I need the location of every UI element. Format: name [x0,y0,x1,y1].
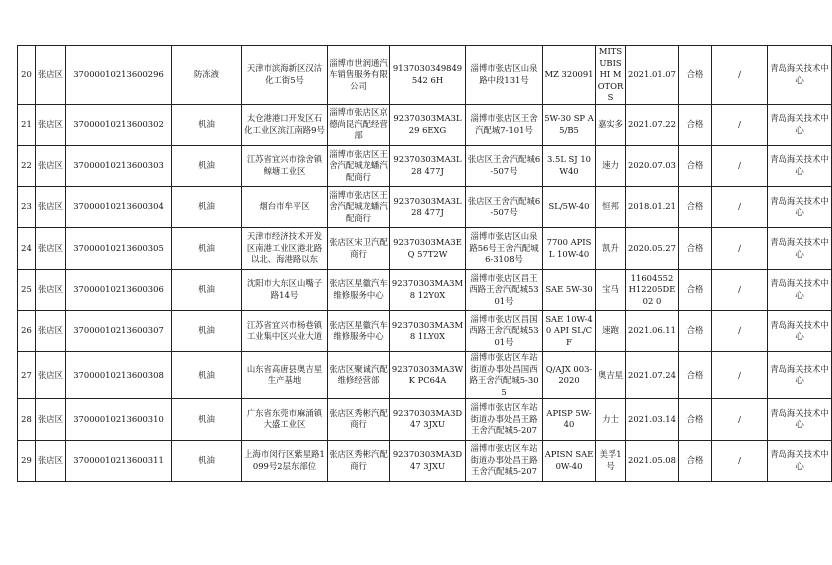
testing-agency-cell: 青岛海关技术中心 [768,228,832,269]
brand-cell: 嘉实多 [596,104,626,145]
note-cell: / [712,228,768,269]
credit-code-cell: 92370303MA3M8 1LY0X [390,310,466,351]
district-cell: 张店区 [36,187,66,228]
row-number-cell: 29 [18,440,36,481]
seller-name-cell: 张店区秀彬汽配商行 [328,440,390,481]
sample-id-cell: 37000010213600310 [66,399,172,440]
testing-agency-cell: 青岛海关技术中心 [768,352,832,399]
testing-agency-cell: 青岛海关技术中心 [768,399,832,440]
table-row [18,228,832,269]
sample-id-cell: 37000010213600303 [66,145,172,186]
brand-cell: 力士 [596,399,626,440]
table-row [18,104,832,145]
specification-cell: APISN SAE0W-40 [543,440,596,481]
brand-cell: 美孚1号 [596,440,626,481]
sample-id-cell: 37000010213600304 [66,187,172,228]
testing-agency-cell: 青岛海关技术中心 [768,269,832,310]
testing-agency-cell: 青岛海关技术中心 [768,104,832,145]
result-cell: 合格 [679,46,712,105]
product-type-cell: 防冻液 [172,46,242,105]
testing-agency-cell: 青岛海关技术中心 [768,46,832,105]
result-cell: 合格 [679,352,712,399]
seller-address-cell: 淄博市张店区昌国西路王舍汽配城5301号 [466,310,543,351]
result-cell: 合格 [679,310,712,351]
sample-id-cell: 37000010213600306 [66,269,172,310]
testing-agency-cell: 青岛海关技术中心 [768,187,832,228]
manufacturer-address-cell: 山东省高唐县奥吉星生产基地 [242,352,328,399]
table-row [18,352,832,399]
product-type-cell: 机油 [172,145,242,186]
product-type-cell: 机油 [172,310,242,351]
specification-cell: 5W-30 SP A5/B5 [543,104,596,145]
seller-name-cell: 张店区星徽汽车维修服务中心 [328,310,390,351]
note-cell: / [712,145,768,186]
seller-address-cell: 淄博市张店区山泉路56号王舍汽配城6-3108号 [466,228,543,269]
district-cell: 张店区 [36,228,66,269]
result-cell: 合格 [679,269,712,310]
specification-cell: SAE 10W-40 API SL/CF [543,310,596,351]
specification-cell: 7700 APISL 10W-40 [543,228,596,269]
seller-address-cell: 淄博市张店区车站街道办事处昌王路王舍汽配城5-207 [466,399,543,440]
credit-code-cell: 9137030349849542 6H [390,46,466,105]
table-row [18,145,832,186]
note-cell: / [712,269,768,310]
row-number-cell: 24 [18,228,36,269]
brand-cell: 宝马 [596,269,626,310]
specification-cell: MZ 320091 [543,46,596,105]
seller-name-cell: 张店区秀彬汽配商行 [328,399,390,440]
brand-cell: 速跑 [596,310,626,351]
credit-code-cell: 92370303MA3L29 6EXG [390,104,466,145]
result-cell: 合格 [679,440,712,481]
district-cell: 张店区 [36,269,66,310]
specification-cell: 3.5L SJ 10W40 [543,145,596,186]
row-number-cell: 28 [18,399,36,440]
district-cell: 张店区 [36,310,66,351]
seller-name-cell: 淄博市张店区京德尚昆汽配经营部 [328,104,390,145]
note-cell: / [712,352,768,399]
product-type-cell: 机油 [172,440,242,481]
inspection-results-table [17,45,832,482]
production-date-cell: 2020.05.27 [626,228,679,269]
specification-cell: APISP 5W-40 [543,399,596,440]
production-date-cell: 2021.06.11 [626,310,679,351]
result-cell: 合格 [679,228,712,269]
seller-address-cell: 淄博市张店区山泉路中段131号 [466,46,543,105]
product-type-cell: 机油 [172,352,242,399]
production-date-cell: 11604552 H12205DE02 0 [626,269,679,310]
manufacturer-address-cell: 天津市经济技术开发区南港工业区港北路以北、海港路以东 [242,228,328,269]
manufacturer-address-cell: 江苏省宜兴市徐舍镇鲸塘工业区 [242,145,328,186]
manufacturer-address-cell: 上海市闵行区紫星路1099号2层东部位 [242,440,328,481]
manufacturer-address-cell: 江苏省宜兴市杨巷镇工业集中区兴业大道 [242,310,328,351]
testing-agency-cell: 青岛海关技术中心 [768,440,832,481]
table-row [18,440,832,481]
table-row [18,187,832,228]
brand-cell: 恒邦 [596,187,626,228]
product-type-cell: 机油 [172,187,242,228]
row-number-cell: 22 [18,145,36,186]
sample-id-cell: 37000010213600296 [66,46,172,105]
seller-address-cell: 张店区王舍汽配城6-507号 [466,145,543,186]
product-type-cell: 机油 [172,269,242,310]
district-cell: 张店区 [36,46,66,105]
production-date-cell: 2021.01.07 [626,46,679,105]
seller-name-cell: 淄博市张店区王舍汽配城龙蟠汽配商行 [328,145,390,186]
row-number-cell: 27 [18,352,36,399]
seller-address-cell: 淄博市张店区车站街道办事处昌国西路王舍汽配城5-305 [466,352,543,399]
product-type-cell: 机油 [172,104,242,145]
district-cell: 张店区 [36,145,66,186]
seller-address-cell: 张店区王舍汽配城6-507号 [466,187,543,228]
seller-name-cell: 张店区宋卫汽配商行 [328,228,390,269]
production-date-cell: 2021.07.22 [626,104,679,145]
credit-code-cell: 92370303MA3D47 3JXU [390,440,466,481]
district-cell: 张店区 [36,440,66,481]
sample-id-cell: 37000010213600307 [66,310,172,351]
testing-agency-cell: 青岛海关技术中心 [768,145,832,186]
product-type-cell: 机油 [172,228,242,269]
seller-name-cell: 张店区聚诚汽配维修经营部 [328,352,390,399]
note-cell: / [712,440,768,481]
credit-code-cell: 92370303MA3M8 12Y0X [390,269,466,310]
manufacturer-address-cell: 烟台市牟平区 [242,187,328,228]
district-cell: 张店区 [36,399,66,440]
table-row [18,269,832,310]
specification-cell: SL/5W-40 [543,187,596,228]
row-number-cell: 26 [18,310,36,351]
result-cell: 合格 [679,187,712,228]
specification-cell: Q/AJX 003-2020 [543,352,596,399]
credit-code-cell: 92370303MA3L28 477J [390,187,466,228]
result-cell: 合格 [679,104,712,145]
brand-cell: 凯升 [596,228,626,269]
sample-id-cell: 37000010213600302 [66,104,172,145]
seller-address-cell: 淄博市张店区昌王西路王舍汽配城5301号 [466,269,543,310]
production-date-cell: 2021.03.14 [626,399,679,440]
credit-code-cell: 92370303MA3L28 477J [390,145,466,186]
table-row [18,399,832,440]
note-cell: / [712,187,768,228]
manufacturer-address-cell: 广东省东莞市麻涌镇大盛工业区 [242,399,328,440]
result-cell: 合格 [679,399,712,440]
seller-name-cell: 张店区星徽汽车维修服务中心 [328,269,390,310]
result-cell: 合格 [679,145,712,186]
sample-id-cell: 37000010213600311 [66,440,172,481]
sample-id-cell: 37000010213600305 [66,228,172,269]
credit-code-cell: 92370303MA3WK PC64A [390,352,466,399]
production-date-cell: 2018.01.21 [626,187,679,228]
production-date-cell: 2020.07.03 [626,145,679,186]
row-number-cell: 20 [18,46,36,105]
note-cell: / [712,46,768,105]
credit-code-cell: 92370303MA3EQ 57T2W [390,228,466,269]
specification-cell: SAE 5W-30 [543,269,596,310]
district-cell: 张店区 [36,104,66,145]
seller-name-cell: 淄博市世润通汽车销售服务有限公司 [328,46,390,105]
testing-agency-cell: 青岛海关技术中心 [768,310,832,351]
seller-address-cell: 淄博市张店区车站街道办事处昌王路王舍汽配城5-207 [466,440,543,481]
brand-cell: 奥吉星 [596,352,626,399]
note-cell: / [712,104,768,145]
row-number-cell: 21 [18,104,36,145]
manufacturer-address-cell: 沈阳市大东区山嘴子路14号 [242,269,328,310]
manufacturer-address-cell: 太仓港港口开发区石化工业区滨江南路9号 [242,104,328,145]
production-date-cell: 2021.05.08 [626,440,679,481]
manufacturer-address-cell: 天津市滨海新区汉沽化工街5号 [242,46,328,105]
brand-cell: MITSUBISHI MOTORS [596,46,626,105]
note-cell: / [712,310,768,351]
row-number-cell: 25 [18,269,36,310]
seller-address-cell: 淄博市张店区王舍汽配城7-101号 [466,104,543,145]
brand-cell: 速力 [596,145,626,186]
district-cell: 张店区 [36,352,66,399]
credit-code-cell: 92370303MA3D47 3JXU [390,399,466,440]
sample-id-cell: 37000010213600308 [66,352,172,399]
product-type-cell: 机油 [172,399,242,440]
production-date-cell: 2021.07.24 [626,352,679,399]
seller-name-cell: 淄博市张店区王舍汽配城龙蟠汽配商行 [328,187,390,228]
table-row [18,310,832,351]
note-cell: / [712,399,768,440]
row-number-cell: 23 [18,187,36,228]
table-row [18,46,832,105]
